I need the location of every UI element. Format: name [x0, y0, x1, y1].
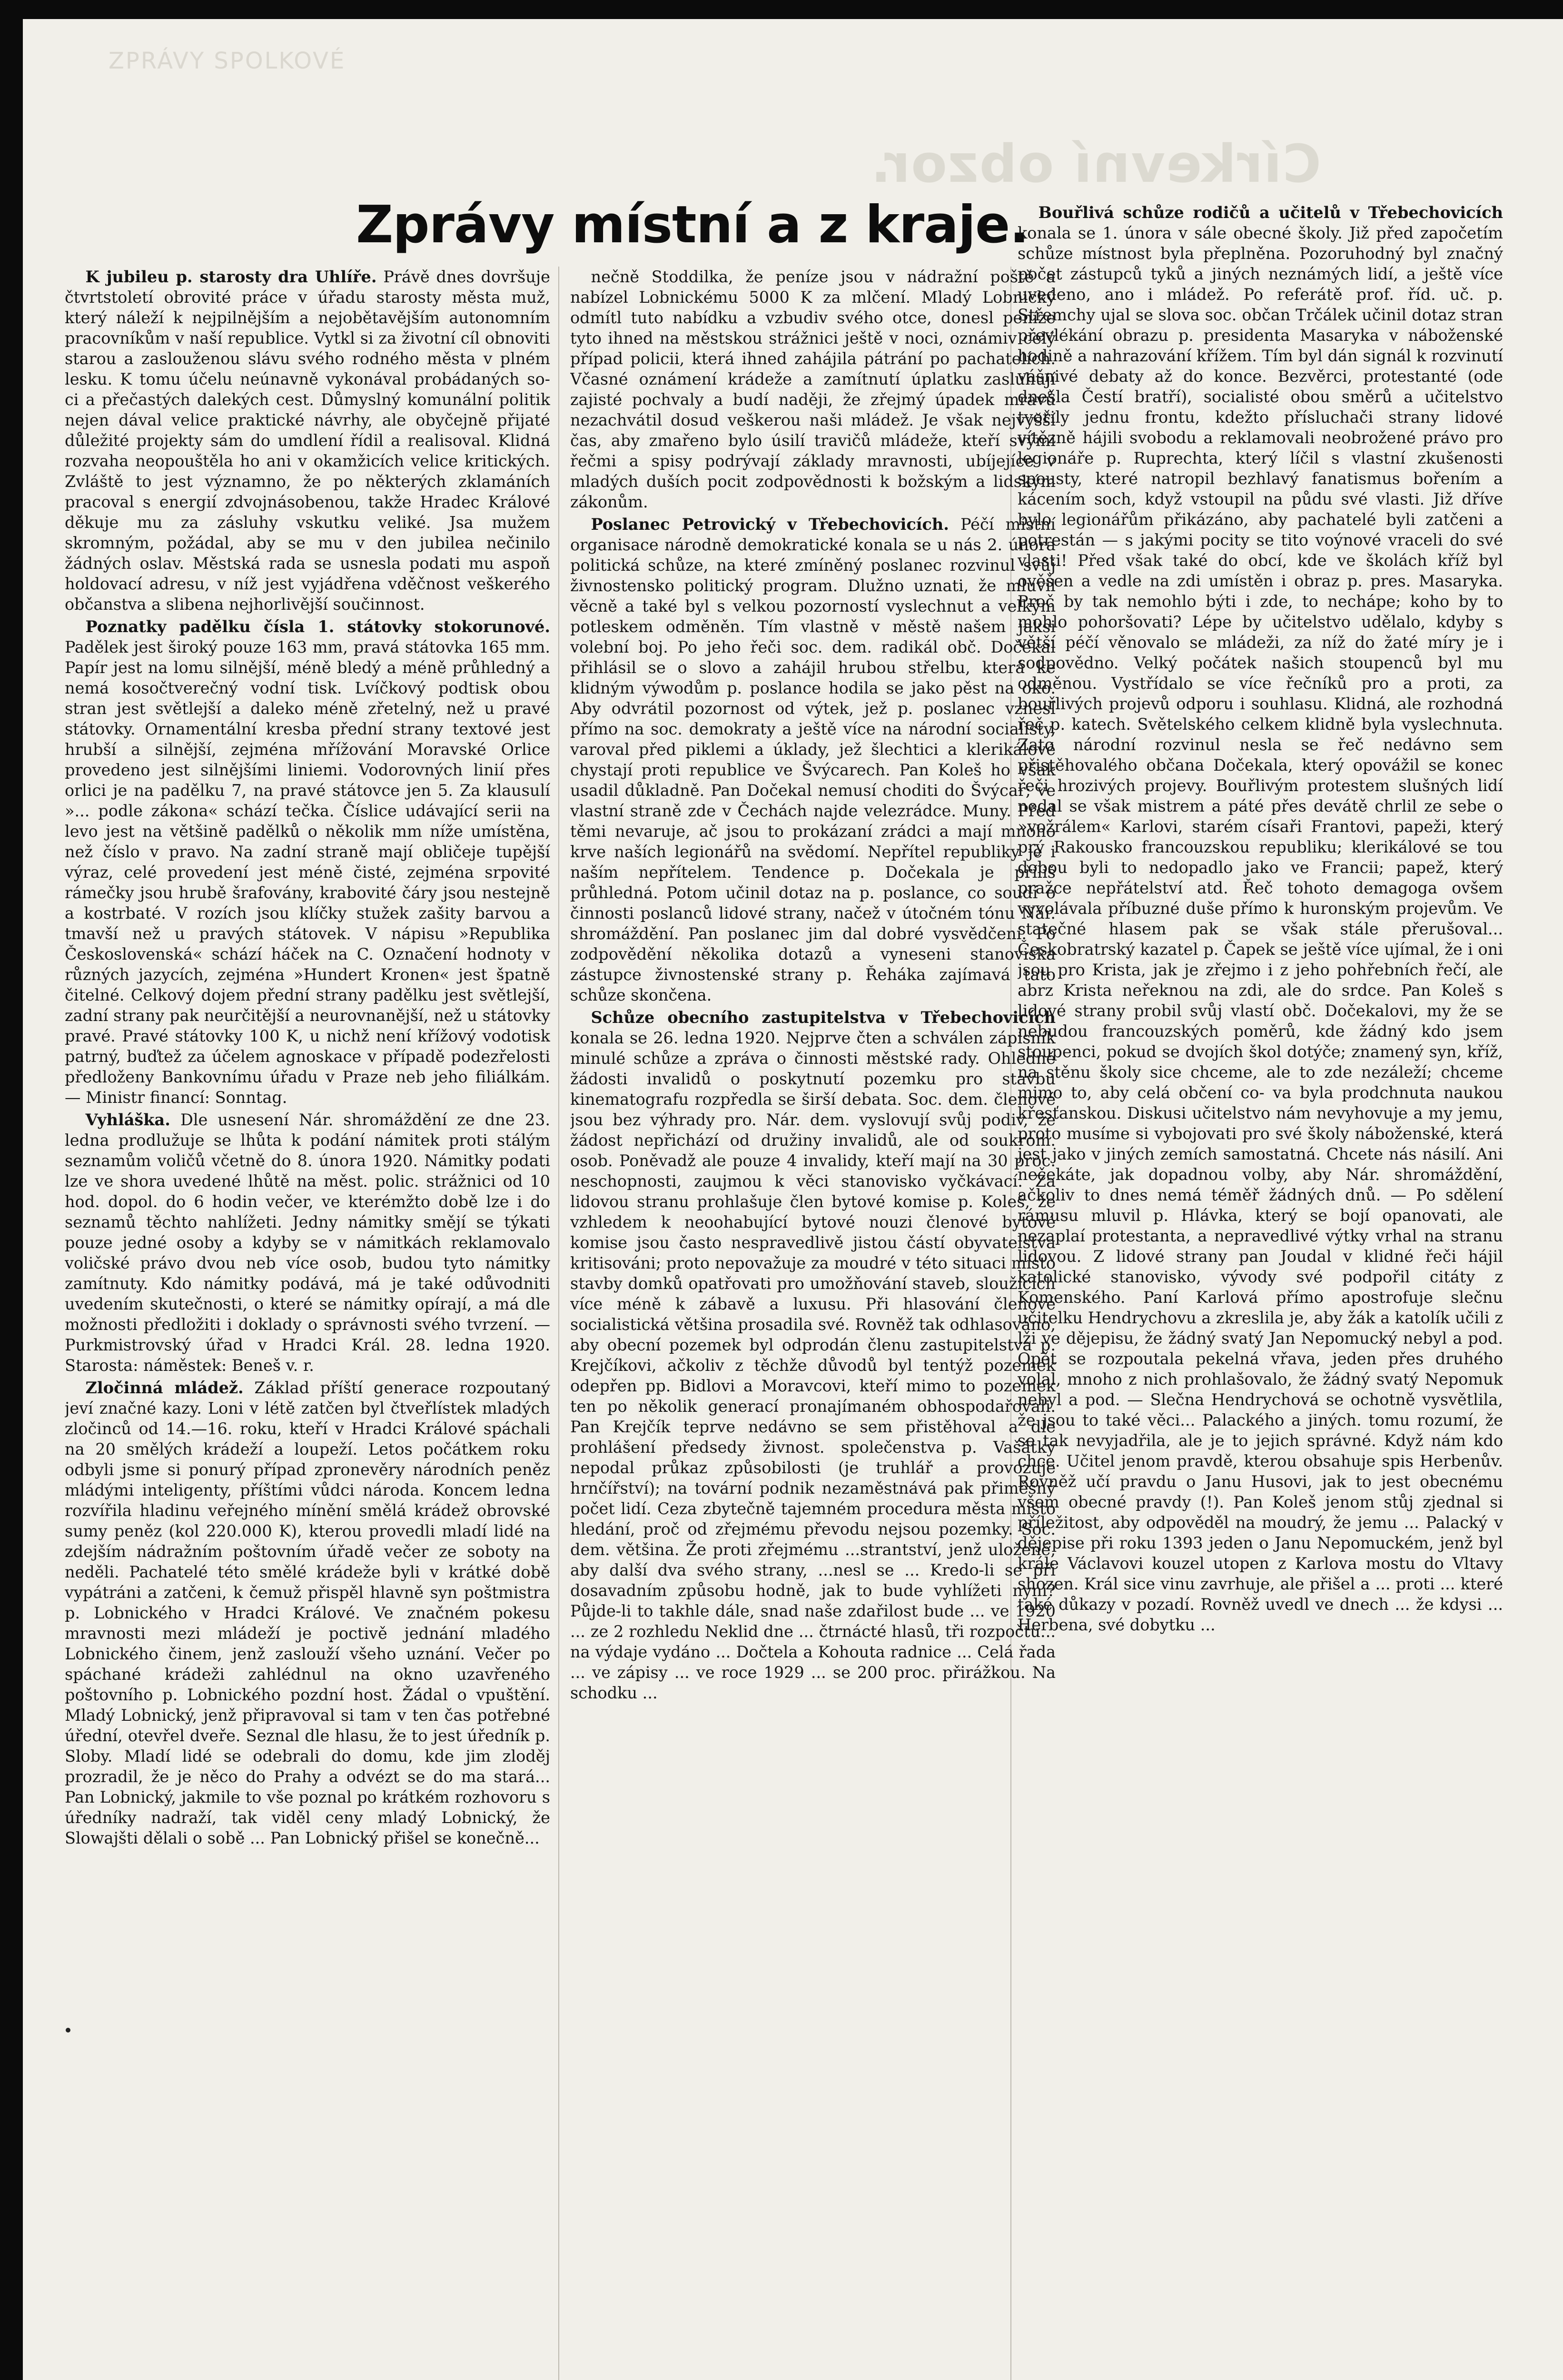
newspaper-page [23, 19, 1563, 2380]
ghost-header-right: Církevní obzor. [870, 133, 1321, 194]
article-body: Základ příští generace rozpoutaný jeví značné kazy. Loni v létě zatčen byl čtveřlístek mladých zločinců od 14.—16. roku, kteří v Hradci Králové spáchali na 20 smělých krádeží a loupeží. Letos počátkem roku odbyli jsme si ponurý případ zpronevěry národních peněz mládými inteligenty, příštími vůdci národa. Koncem ledna rozvířila hladinu veřejného mínění smělá krádež obrovské sumy peněz (kol 220.000 K), kterou provedli mladí lidé na zdejším nádražním poštovním úřadě večer ze soboty na neděli. Pachatelé této smělé krádeže byli v krátké době vypátráni a zatčeni, k čemuž přispěl hlavně syn poštmistra p. Lobnického v Hradci Králové. Ve značném pokesu mravnosti mezi mládeží je poctivě jednání mladého Lobnického činem, jenž zaslouží všeho uznání. Večer po spáchané krádeži zahlédnul na okno uzavřeného poštovního p. Lobnického pozdní host. Žádal o vpuštění. Mladý Lobnický, jenž připravoval si tam v ten čas potřebné úřední, otevřel dveře. Seznal dle hlasu, že to jest úředník p. Sloby. Mladí lidé se odebrali do domu, kde jim zloděj prozradil, že je něco do Prahy a odvézt se do ma stará... Pan Lobnický, jakmile to vše poznal po krátkém rozhovoru s úředníky nadraží, tak viděl ceny mladý Lobnický, že Slowajšti dělali o sobě ... Pan Lobnický přišel se konečně... [65, 1378, 550, 1847]
article-body: Péčí místní organisace národně demokratické konala se u nás 2. února politická schůze, na které zmíněný poslanec rozvinul svůj živnostensko politický program. Dlužno uznati, že mluvil věcně a také byl s velkou pozorností vyslechnut a velkým potleskem odměněn. Tím vlastně v městě našem jaksi volební boj. Po jeho řeči soc. dem. radikál obč. Dočekal přihlásil se o slovo a zahájil hrubou střelbu, která ke klidným výwodům p. poslance hodila se jako pěst na oko. Aby odvrátil pozornost od výtek, jež p. poslanec vznesl přímo na soc. demokraty a ještě více na národní socialisty, varoval před piklemi a úklady, jež šlechtici a klerikálové chystají proti republice ve Švýcarech. Pan Koleš ho však usadil důkladně. Pan Dočekal nemusí choditi do Švýcar; ve vlastní straně zde v Čechách najde velezrádce. Muny. Před těmi nevaruje, ač jsou to prokázaní zrádci a mají mnoho krve naších legionářů na svědomí. Nepřítel republiky je i naším nepřítelem. Tendence p. Dočekala je příliš průhledná. Potom učinil dotaz na p. poslance, co soudí o činnosti poslanců lidové strany, načež v útočném tónu Nár. shromáždění. Pan poslanec jim dal dobré vysvědčení. Po zodpovědění několika dotazů a vyneseni stanoviska zástupce živnostenské strany p. Řeháka zajímavá tato schůze skončena. [570, 515, 1056, 1004]
article-column-2 [570, 267, 1056, 2380]
article-body: Právě dnes dovršuje čtvrtstoletí obrovité práce v úřadu starosty města muž, který náleží k nejpilnějším a nejobětavějším autonomním pracovníkům v naší republice. Vytkl si za životní cíl obnoviti starou a zaslouženou slávu svého rodného města v plném lesku. K tomu účelu neúnavně vykonával probádaných so- ci a přečastých dalekých cest. Důmyslný komunální politik nejen dával velice praktické návrhy, ale obyčejně přijaté důležité projekty sám do umdlení řídil a realisoval. Klidná rozvaha neopouštěla ho ani v okamžicích velice kritických. Zvláště to jest významno, že po některých zklamáních pracoval s energií zdvojnásobenou, takže Hradec Králové děkuje mu za zásluhy vskutku veliké. Jsa mužem skromným, požádal, aby se mu v den jubilea nečinilo žádných oslav. Městská rada se usnesla podati mu aspoň holdovací adresu, v níž jest vyjádřena vděčnost veškerého občanstva a slibena nejhorlivější součinnost. [65, 268, 550, 614]
article-body: konala se 26. ledna 1920. Nejprve čten a schválen zápisník minulé schůze a zpráva o činnosti městské rady. Ohledně žádosti invalidů o poskytnutí pozemku pro stavbu kinematografu rozpředla se širší debata. Soc. dem. členové jsou bez výhrady pro. Nár. dem. vyslovují svůj podiv, že žádost nepřichází od družiny invalidů, ale od soukrom. osob. Poněvadž ale pouze 4 invalidy, kteří mají na 30 proc. neschopnosti, zaujmou k věci stanovisko vyčkávací. Za lidovou stranu prohlašuje člen bytové komise p. Koleš, že vzhledem k neoohabující bytové nouzi členové bytové komise jsou často nespravedlivě jistou částí obyvatelstva kritisováni; proto nepovažuje za moudré v této situaci místo stavby domků opatřovati pro umožňování staveb, sloužících více méně k zábavě a luxusu. Při hlasování členové socialistická většina prosadila své. Rovněž tak odhlasováno, aby obecní pozemek byl odprodán členu zastupitelstva p. Krejčíkovi, ačkoliv z těchže důvodů byl tentýž pozemek odepřen pp. Bidlovi a Moravcovi, kteří mimo to pozemek ten po několik generací pronajímaném obhospodařovali. Pan Krejčík teprve nedávno se sem přistěhoval a dle prohlášení předsedy živnost. společenstva p. Vašátky nepodal průkaz způsobilosti (je truhlář a provozuje hrnčířství); na tovární podnik nezaměstnává pak přiměšný počet lidí. Ceza zbytečně tajemném procedura města místo hledání, proč od zřejmému převodu nejsou pozemky. Soc. dem. většina. Že proti zřejmému ...strantství, jenž uložené, aby další dva svého strany, ...nesl se ... Kredo-li se při dosavadním způsobu hodně, jak to bude vyhlížeti nyní? Půjde-li to takhle dále, snad naše zdařilost bude ... ve 1920 ... ze 2 rozhledu Neklid dne ... čtrnácté hlasů, tři rozpočtu... na výdaje vydáno ... Dočtela a Kohouta radnice ... Celá řada ... ve zápisy ... ve roce 1929 ... se 200 proc. přirážkou. Na schodku ... [570, 1029, 1056, 1702]
article-paragraph [65, 1378, 550, 1848]
article-headline: Poznatky padělku čísla 1. státovky stokorunové. [85, 617, 550, 636]
article-body: Padělek jest široký pouze 163 mm, pravá státovka 165 mm. Papír jest na lomu silnější, méně bledý a méně průhledný a nemá kosočtverečný vodní tisk. Lvíčkový podtisk obou stran jest světlejší a daleko méně zřetelný, než u pravé státovky. Ornamentální kresba přední strany textové jest hrubší a silnější, zejména mřížování Moravské Orlice provedeno jest silnějšími liniemi. Vodorovných linií přes orlici je na padělku 7, na pravé státovce jen 5. Za klausulí »... podle zákona« schází tečka. Číslice udávající serii na levo jest na většině padělků o několik mm níže umístěna, než číslo v pravo. Na zadní straně mají obličeje tupější výraz, celé provedení jest méně čisté, zejména srpovité rámečky jsou hrubě šrafovány, krabovité čáry jsou nestejně a kostrbaté. V rozích jsou klíčky stužek zašity barvou a tmavší než u pravých státovek. V nápisu »Republika Československá« schází háček na C. Označení hodnoty v různých jazycích, zejména »Hundert Kronen« jest špatně čitelné. Celkový dojem přední strany padělku jest světlejší, zadní strany pak neurčitější a neurovnanější, než u státovky pravé. Pravé státovky 100 K, u nichž není křížový vodotisk patrný, buďtež za účelem agnoskace v případě podezřelosti předloženy Bankovnímu úřadu v Praze neb jeho filiálkám. — Ministr financí: Sonntag. [65, 638, 550, 1107]
article-headline: Poslanec Petrovický v Třebechovicích. [591, 515, 949, 534]
article-column-1 [65, 267, 550, 2380]
column-divider [558, 267, 559, 2380]
article-headline: Vyhláška. [85, 1111, 170, 1129]
article-paragraph [570, 1007, 1056, 1703]
article-headline: Bouřlivá schůze rodičů a učitelů v Třebechovicích [1038, 203, 1503, 222]
article-paragraph [570, 514, 1056, 1005]
print-dot [66, 2028, 70, 2033]
article-body: Dle usnesení Nár. shromáždění ze dne 23. ledna prodlužuje se lhůta k podání námitek proti stálým seznamům voličů včetně do 8. února 1920. Námitky podati lze ve shora uvedené lhůtě na měst. polic. strážnici od 10 hod. dopol. do 6 hodin večer, ve kterémžto době lze i do seznamů těchto nahlížeti. Jedny námitky smějí se týkati pouze jedné osoby a kdyby se v námitkách reklamovalo voličské právo dvou neb více osob, budou tyto námitky zamítnuty. Kdo námitky podává, má je také odůvodniti uvedením skutečnosti, o které se námitky opírají, a má dle možnosti předložiti i doklady o správnosti svého tvrzení. — Purkmistrovský úřad v Hradci Král. 28. ledna 1920. Starosta: náměstek: Beneš v. r. [65, 1111, 550, 1375]
article-paragraph [1018, 202, 1503, 1635]
article-body: nečně Stoddilka, že peníze jsou v nádražní poště a nabízel Lobnickému 5000 K za mlčení. Mladý Lobnický odmítl tuto nabídku a vzbudiv svého otce, donesl peníze tyto ihned na městskou strážnici ještě v noci, oznámiv celý případ policii, která ihned zahájila pátrání po pachatelích. Včasné oznámení krádeže a zamítnutí úplatku zasluhují zajisté pochvaly a budí naději, že zřejmý úpadek mravů nezachvátil dosud veškerou naši mládež. Je však nejvyšší čas, aby zmařeno bylo úsilí travičů mládeže, kteří svými řečmi a spisy podrývají základy mravnosti, ubíjejíce v mladých duších pocit zodpovědnosti k božským a lidským zákonům. [570, 268, 1056, 511]
article-column-3 [1018, 202, 1503, 2380]
section-title: Zprávy místní a z kraje. [356, 195, 1029, 255]
article-body: konala se 1. února v sále obecné školy. Již před započetím schůze místnost byla přeplněna. Pozoruhodný byl značný počet zástupců tyků a jiných neznámých lidí, a ještě více uvedeno, ano i mládež. Po referátě prof. říd. uč. p. Střemchy ujal se slova soc. občan Trčálek učinil dotaz stran převlékání obrazu p. presidenta Masaryka v náboženské hodině a nahrazování křížem. Tím byl dán signál k rozvinutí vášnivé debaty až do konce. Bezvěrci, protestanté (ode dnešla Čestí bratří), socialisté obou směrů a učitelstvo tvořily jednu frontu, kdežto přísluchači strany lidové vítězně hájili svobodu a reklamovali neobrožené právo pro legionáře p. Ruprechta, který líčil s vlastní zkušenosti spousty, které natropil bezhlavý fanatismus bořením a kácením soch, když vstoupil na půdu své vlasti. Již dříve bylo legionářům přikázáno, aby pachatelé byli zatčeni a potrestán — s jakými pocity se tito voýnové vraceli do své vlasti! Před však také do obcí, kde ve školách kříž byl ověšen a vedle na zdi umístěn i obraz p. pres. Masaryka. Proč by tak nemohlo býti i zde, to nechápe; koho by to mohlo pohoršovati? Lépe by učitelstvo udělalo, kdyby s větší péčí věnovalo se mládeži, za níž do žaté míry je i sodpovědno. Velký počátek našich stoupenců byl mu odměnou. Vystřídalo se více řečníků pro a proti, za bouřlivých projevů odporu i souhlasu. Klidná, ale rozhodná řeč p. katech. Světelského celkem klidně byla vyslechnuta. Zato národní rozvinul nesla se řeč nedávno sem přistěhovalého občana Dočekala, který opovážil se konec řeči hrozivých projevy. Bouřlivým protestem slušných lidí nedal se však mistrem a páté přes devátě chrlil ze sebe o »vožrálem« Karlovi, starém císaři Frantovi, papeži, který prý Rakousko francouzskou republiku; klerikálové se tou dobou byli to nedopadlo jako ve Francii; papež, který pražce nepřátelství atd. Řeč tohoto demagoga ovšem vyvolávala příbuzné duše přímo k huronským projevům. Ve statečné hlasem pak se však stále přerušoval... Českobratrský kazatel p. Čapek se ještě více ujímal, že i oni jsou pro Krista, jak je zřejmo i z jeho pohřebních řečí, ale abrz Krista neřeknou na zdi, ale do srdce. Pan Koleš s lidové strany probil svůj vlastí obč. Dočekalovi, my že se nebudou francouzských poměrů, kde žádný kdo jsem stoupenci, pokud se dvojích škol dotýče; znamený syn, kříž, na stěnu školy sice chceme, ale to zde nezáleží; chceme mimo to, aby celá občení co- va byla prodchnuta naukou křesťanskou. Diskusi učitelstvo nám nevyhovuje a my jemu, proto musíme si vybojovati pro své školy náboženské, která jest jako v jiných zemích samostatná. Chcete nás násilí. Ani nečekáte, jak dopadnou volby, aby Nár. shromáždění, ačkoliv to dnes nemá téměř žádných dnů. — Po sdělení rámusu mluvil p. Hlávka, který se bojí opanovati, ale nezaplaí protestanta, a nepravedlivé výtky vrhal na stranu lidovou. Z lidové strany pan Joudal v klidné řeči hájil katolické stanovisko, vývody své podpořil citáty z Komenského. Paní Karlová přímo apostrofuje slečnu učitelku Hendrychovu a zkreslila je, aby žák a katolík učili z lži ve dějepisu, že žádný svatý Jan Nepomucký nebyl a pod. Opět se rozpoutala pekelná vřava, jeden přes druhého volal, mnoho z nich prohlašovalo, že žádný svatý Nepomuk nebyl a pod. — Slečna Hendrychová se ochotně vysvětlila, že jsou to také věci... Palackého a jiných. tomu rozumí, že se tak nevyjadřila, ale je to jejich správné. Když nám kdo chce. Učitel jenom pravdě, kterou obsahuje spis Herbenův. Rovněž učí pravdu o Janu Husovi, jak to jest obecnému všem obecné pravdy (!). Pan Koleš jenom stůj zjednal si příležitost, aby odpověděl na moudrý, že jemu ... Palacký v dějepise při roku 1393 jeden o Janu Nepomuckém, jenž byl krále Václavovi kouzel utopen z Karlova mostu do Vltavy shozen. Král sice vinu zavrhuje, ale přišel a ... proti ... které také důkazy v pozadí. Rovněž uvedl ve dnech ... že kdysi ... Herbena, své dobytku ... [1018, 224, 1503, 1634]
article-headline: K jubileu p. starosty dra Uhlíře. [85, 268, 377, 286]
article-paragraph [570, 267, 1056, 512]
article-paragraph [65, 267, 550, 615]
article-headline: Schůze obecního zastupitelstva v Třebechovicích [591, 1008, 1056, 1027]
article-paragraph [65, 616, 550, 1108]
bleed-through-header [23, 19, 1563, 194]
article-headline: Zločinná mládež. [85, 1378, 244, 1397]
ghost-header-left: ZPRÁVY SPOLKOVÉ [109, 48, 346, 74]
article-paragraph [65, 1110, 550, 1376]
